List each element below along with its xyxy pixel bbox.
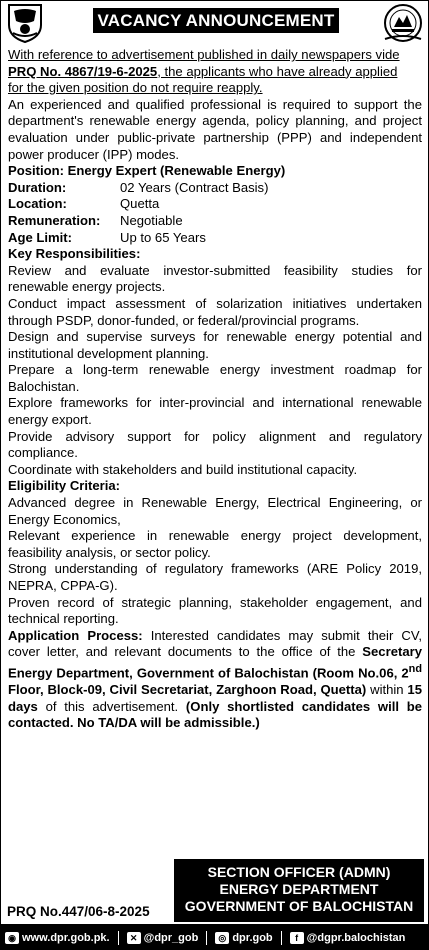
detail-row: Remuneration: Negotiable xyxy=(8,212,183,228)
responsibilities-heading: Key Responsibilities: xyxy=(8,246,141,262)
responsibility-item: Explore frameworks for inter-provincial and international renewable energy export. xyxy=(8,395,422,428)
reference-line-2: PRQ No. 4867/19-6-2025, the applicants who have already applied xyxy=(8,63,398,79)
footer-twitter[interactable]: ✕ @dpr_gob xyxy=(127,932,199,944)
facebook-icon: f xyxy=(290,932,304,944)
globe-icon: ◉ xyxy=(5,932,19,944)
page-title: VACANCY ANNOUNCEMENT xyxy=(93,8,339,33)
signature-line: SECTION OFFICER (ADMN) xyxy=(207,864,391,880)
energy-department-logo xyxy=(380,3,426,43)
responsibility-item: Design and supervise surveys for renewable energy potential and institutional development planning. xyxy=(8,329,422,361)
responsibility-item: Review and evaluate investor-submitted feasibility studies for renewable energy projects. xyxy=(8,262,422,295)
balochistan-government-logo xyxy=(6,3,44,43)
eligibility-item: Relevant experience in renewable energy project development, feasibility analysis, or sector policy. xyxy=(8,528,422,560)
detail-row: Duration: 02 Years (Contract Basis) xyxy=(8,179,269,195)
eligibility-item: Strong understanding of regulatory frameworks (ARE Policy 2019, NEPRA, CPPA-G). xyxy=(8,561,422,593)
footer-website[interactable]: ◉ www.dpr.gob.pk. xyxy=(5,932,110,944)
responsibility-item: Conduct impact assessment of solarization initiatives undertaken through PSDP, donor-funded, or federal/provincial programs. xyxy=(8,295,422,328)
detail-row: Age Limit: Up to 65 Years xyxy=(8,229,206,245)
intro-paragraph: An experienced and qualified professional is required to support the department's renewable energy agenda, policy planning, and project evaluation under public-private partnership (PPP) and independent power producer (IPP) modes. xyxy=(8,96,422,162)
signature-line: GOVERNMENT OF BALOCHISTAN xyxy=(184,898,414,914)
eligibility-item: Advanced degree in Renewable Energy, Electrical Engineering, or Energy Economics, xyxy=(8,495,422,527)
reference-line-3: for the given position do not require reapply. xyxy=(8,80,263,96)
prq-number: PRQ No.447/06-8-2025 xyxy=(7,904,150,919)
signature-line: ENERGY DEPARTMENT xyxy=(219,881,379,897)
footer-instagram[interactable]: ◎ dpr.gob xyxy=(215,932,272,944)
eligibility-item: Proven record of strategic planning, stakeholder engagement, and technical reporting. xyxy=(8,594,422,627)
header xyxy=(1,1,429,47)
footer-contact-bar xyxy=(1,924,429,950)
responsibility-item: Prepare a long-term renewable energy investment roadmap for Balochistan. xyxy=(8,362,422,394)
footer-facebook[interactable]: f @dgpr.balochistan xyxy=(290,932,406,944)
responsibility-item: Provide advisory support for policy alignment and regulatory compliance. xyxy=(8,428,422,461)
reference-prq: PRQ No. 4867/19-6-2025 xyxy=(8,63,158,79)
responsibility-item: Coordinate with stakeholders and build institutional capacity. xyxy=(8,461,358,477)
position-title: Position: Energy Expert (Renewable Energy) xyxy=(8,163,286,179)
advertisement-body xyxy=(8,47,422,732)
reference-line-1: With reference to advertisement published in daily newspapers vide xyxy=(8,47,400,62)
signature-block xyxy=(174,859,424,922)
detail-row: Location: Quetta xyxy=(8,196,160,212)
instagram-icon: ◎ xyxy=(215,932,229,944)
eligibility-heading: Eligibility Criteria: xyxy=(8,478,121,494)
application-process: Application Process: Interested candidates may submit their CV, cover letter, and relevant documents to the office of the Secretary Energy Department, Government of Balochistan (Room No.06, 2nd Floor, Block-09, Civil Secretariat, Zarghoon Road, Quetta) within 15 days of this advertisement. (Only shortlisted candidates will be contacted. No TA/DA will be admissible.) xyxy=(8,627,422,731)
twitter-icon: ✕ xyxy=(127,932,141,944)
